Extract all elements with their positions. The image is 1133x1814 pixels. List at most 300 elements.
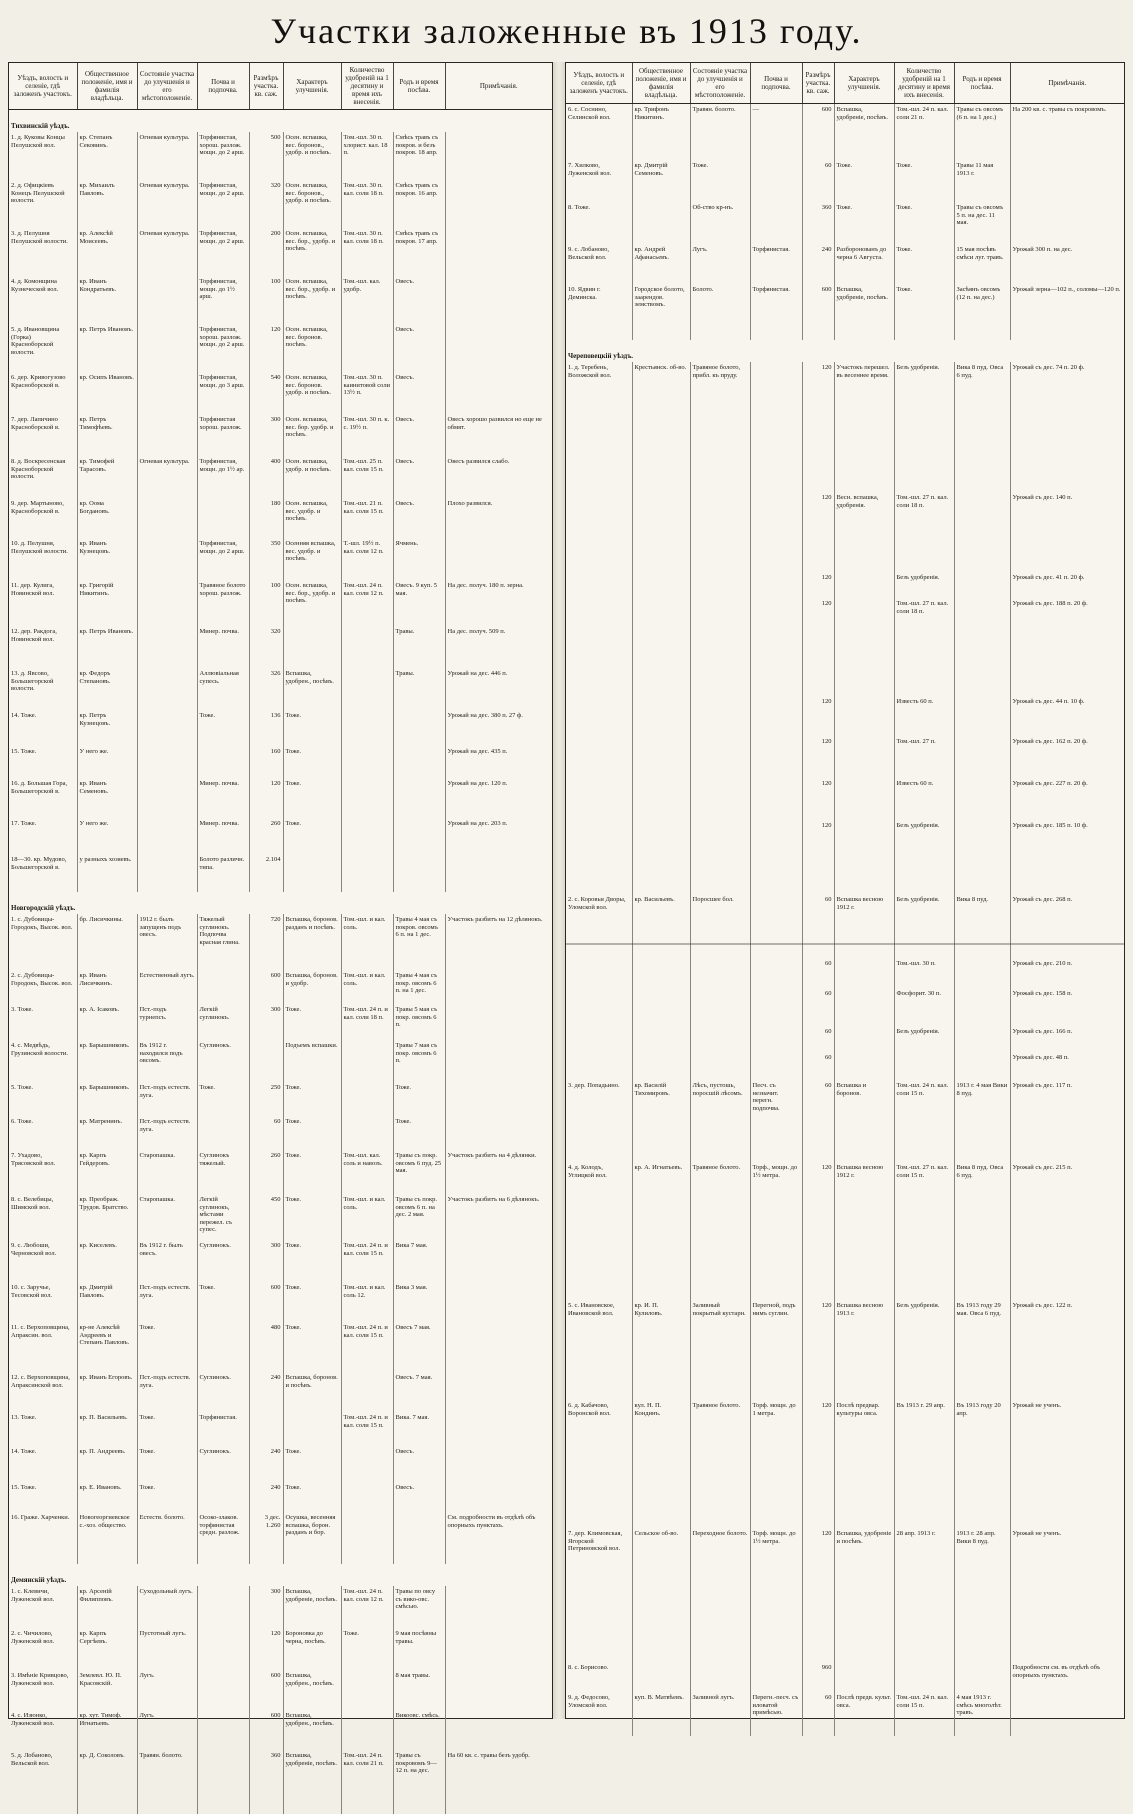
table-cell: 16. д. Большая Гора, Большегорской в. <box>9 778 77 818</box>
table-cell <box>690 778 750 820</box>
table-row <box>9 668 552 710</box>
table-cell: Урожай на дес. 120 п. <box>445 778 552 818</box>
table-row <box>9 1082 552 1116</box>
table-cell: Пустотный лугъ. <box>137 1628 197 1670</box>
table-row <box>566 894 1124 958</box>
table-cell: Овесъ 7 мая. <box>393 1322 445 1372</box>
table-cell: Крестьянск. об-во. <box>632 362 690 492</box>
table-cell <box>954 1052 1010 1080</box>
table-cell: кр. Иванъ Кондратьевъ. <box>77 276 137 324</box>
table-cell: Огневая культура. <box>137 132 197 180</box>
table-row <box>9 1116 552 1150</box>
table-cell: Овесъ. 7 мая. <box>393 1372 445 1412</box>
table-cell: 3. Имѣніе Кривцово, Луженской вол. <box>9 1670 77 1710</box>
table-cell <box>834 1662 894 1692</box>
table-cell <box>393 1512 445 1564</box>
table-cell <box>566 958 632 988</box>
table-row <box>566 160 1124 202</box>
table-cell <box>445 132 552 180</box>
table-cell: 600 <box>802 284 834 340</box>
table-cell: кр. Василій Тихомировъ. <box>632 1080 690 1162</box>
column-header: Почва и подпочва. <box>750 63 802 104</box>
table-cell <box>954 1026 1010 1052</box>
table-cell: кр. Трифонъ Никитинъ. <box>632 104 690 161</box>
table-row <box>566 1052 1124 1080</box>
table-row <box>566 1400 1124 1528</box>
table-cell <box>894 1662 954 1692</box>
table-cell <box>1010 202 1124 244</box>
table-cell: Тоже. <box>283 1150 341 1194</box>
table-cell <box>750 572 802 598</box>
table-cell: Сельское об-во. <box>632 1528 690 1662</box>
table-cell <box>341 626 393 668</box>
table-cell: 260 <box>249 818 283 854</box>
table-cell <box>954 572 1010 598</box>
table-row <box>566 1080 1124 1162</box>
table-cell <box>632 778 690 820</box>
table-cell <box>137 498 197 538</box>
table-cell: 6. д. Кабачово, Воронской вол. <box>566 1400 632 1528</box>
table-cell: 600 <box>802 104 834 161</box>
table-cell <box>566 696 632 736</box>
table-cell: Заливной лугъ. <box>690 1692 750 1736</box>
table-cell: кр. Степанъ Сековинъ. <box>77 132 137 180</box>
table-cell: Засѣянъ овсомъ (12 п. на дес.) <box>954 284 1010 340</box>
table-row <box>9 538 552 580</box>
table-cell: Смѣсь травъ съ покров. 16 апр. <box>393 180 445 228</box>
table-cell: Осен. вспашка, вес. бор., удобр. и посѣвъ. <box>283 228 341 276</box>
plots-table-right <box>566 63 1124 1736</box>
table-cell <box>445 1670 552 1710</box>
table-cell: 136 <box>249 710 283 746</box>
table-cell: кр. П. Андреевъ. <box>77 1446 137 1482</box>
table-cell <box>341 854 393 892</box>
table-row <box>9 1004 552 1040</box>
page-title: Участки заложенные въ 1913 году. <box>0 10 1133 52</box>
table-row <box>9 1750 552 1814</box>
table-cell: 4. д. Комонщина Кузнеческой вол. <box>9 276 77 324</box>
table-cell <box>341 1372 393 1412</box>
table-cell: Том.-шл. 24 п. и кал. соли 15 п. <box>341 1412 393 1446</box>
table-cell: Том.-шл. 27 п. кал. соли 18 п. <box>894 492 954 572</box>
table-cell: Смѣсь травъ съ покров. и безъ покров. 18 апр. <box>393 132 445 180</box>
table-cell: Тоже. <box>283 1082 341 1116</box>
table-cell <box>690 572 750 598</box>
column-header: Состояніе участка до улучшенія и его мѣстоположеніе. <box>137 63 197 110</box>
table-cell: Лѣсъ, пустошь, поросшій лѣсомъ. <box>690 1080 750 1162</box>
table-cell: Травы 7 мая съ покр. овсомъ 6 п. <box>393 1040 445 1082</box>
table-cell: На 200 кв. с. травы съ покровомъ. <box>1010 104 1124 161</box>
table-cell <box>137 818 197 854</box>
table-cell: кр. Алексѣй Моисеевъ. <box>77 228 137 276</box>
table-cell: Известь 60 п. <box>894 696 954 736</box>
table-cell: Безъ удобренія. <box>894 894 954 958</box>
table-cell: кр. Барышниковъ. <box>77 1040 137 1082</box>
table-cell: 4 мая 1913 г. смѣсь многолѣт. травъ. <box>954 1692 1010 1736</box>
table-cell: Торфянистая. <box>197 1412 249 1446</box>
table-cell: Урожай не ученъ. <box>1010 1400 1124 1528</box>
table-cell: 120 <box>802 572 834 598</box>
table-cell: 8. с. Велебицы, Шимской вол. <box>9 1194 77 1240</box>
table-cell: Вспашка, удобреніе и посѣвъ. <box>834 1528 894 1662</box>
table-cell <box>690 988 750 1026</box>
table-cell <box>341 710 393 746</box>
table-cell: 120 <box>249 1628 283 1670</box>
table-cell: Безъ удобренія. <box>894 572 954 598</box>
table-row <box>9 854 552 892</box>
table-cell <box>197 1116 249 1150</box>
table-cell: 180 <box>249 498 283 538</box>
table-cell: Участокъ разбитъ на 12 дѣлянокъ. <box>445 914 552 970</box>
table-cell: Урожай съ дес. 140 п. <box>1010 492 1124 572</box>
table-cell: Суходольный лугъ. <box>137 1586 197 1628</box>
table-cell: 960 <box>802 1662 834 1692</box>
table-cell: Урожай съ дес. 215 п. <box>1010 1162 1124 1300</box>
table-cell: Травы 4 мая съ покров. овсомъ 6 п. на 1 дес. <box>393 914 445 970</box>
table-cell <box>834 1026 894 1052</box>
table-row <box>9 1446 552 1482</box>
table-cell <box>750 1662 802 1692</box>
table-cell: Травяное болото, прибл. къ пруду. <box>690 362 750 492</box>
table-cell <box>894 1052 954 1080</box>
table-cell: 18—30. кр. Мудово, Большегорской в. <box>9 854 77 892</box>
table-cell: 15 мая посѣвъ смѣси луг. травъ. <box>954 244 1010 284</box>
table-row <box>9 456 552 498</box>
table-cell <box>445 854 552 892</box>
table-cell <box>137 580 197 626</box>
table-cell: Заливный покрытый кустарн. <box>690 1300 750 1400</box>
table-cell: Урожай на дес. 446 п. <box>445 668 552 710</box>
table-row <box>9 1194 552 1240</box>
table-cell: Вика. 7 мая. <box>393 1412 445 1446</box>
table-cell <box>137 626 197 668</box>
table-cell: Участокъ разбитъ на 4 дѣлянки. <box>445 1150 552 1194</box>
table-cell: Тоже. <box>137 1446 197 1482</box>
table-cell: 500 <box>249 132 283 180</box>
table-cell: Вспашка, удобреніе, посѣвъ. <box>834 104 894 161</box>
table-cell: 5. д. Лобаново, Вельской вол. <box>9 1750 77 1814</box>
table-cell: 2.104 <box>249 854 283 892</box>
table-cell: Естеств. болото. <box>137 1512 197 1564</box>
table-cell <box>341 778 393 818</box>
table-row <box>9 710 552 746</box>
table-cell <box>750 958 802 988</box>
table-cell: Овесъ. <box>393 372 445 414</box>
table-cell <box>341 1710 393 1750</box>
table-row <box>566 1162 1124 1300</box>
table-cell: Том.-шл. и кал. соль. <box>341 1194 393 1240</box>
table-cell: Травы по овсу съ вико-овс. смѣсью. <box>393 1586 445 1628</box>
table-cell: Минер. почва. <box>197 818 249 854</box>
table-cell: Тоже. <box>393 1116 445 1150</box>
table-cell <box>197 1670 249 1710</box>
table-cell <box>445 372 552 414</box>
table-cell: кр. Федоръ Степановъ. <box>77 668 137 710</box>
table-cell: Травы. <box>393 626 445 668</box>
table-cell: Участокъ разбитъ на 6 дѣлянокъ. <box>445 1194 552 1240</box>
table-cell <box>393 818 445 854</box>
table-cell: Суглинокъ. <box>197 1240 249 1282</box>
column-header: Уѣздъ, волость и селеніе, гдѣ заложенъ участокъ. <box>566 63 632 104</box>
table-cell: Том.-шл. 27 п. кал. соли 15 п. <box>894 1162 954 1300</box>
table-cell: Тоже. <box>283 1240 341 1282</box>
table-cell: Травы съ покр. овсомъ 6 п. на дес. 2 мая. <box>393 1194 445 1240</box>
table-cell: 1. д. Куковы Концы Пелушской вол. <box>9 132 77 180</box>
table-cell: 17. Тоже. <box>9 818 77 854</box>
table-cell: Вспашка, боронов. и удобр. <box>283 970 341 1004</box>
table-cell: Травяное болото. <box>690 1400 750 1528</box>
table-cell: кр. Михаилъ Павловъ. <box>77 180 137 228</box>
table-cell <box>690 1662 750 1692</box>
table-row <box>566 1692 1124 1736</box>
table-cell: На 60 кв. с. травы безъ удобр. <box>445 1750 552 1814</box>
table-cell <box>445 1116 552 1150</box>
table-cell: 120 <box>802 598 834 696</box>
table-row <box>9 1482 552 1512</box>
table-cell: Тоже. <box>393 1082 445 1116</box>
table-row <box>9 746 552 778</box>
table-row <box>566 1026 1124 1052</box>
table-row <box>566 598 1124 696</box>
table-cell: Минер. почва. <box>197 626 249 668</box>
table-cell <box>137 414 197 456</box>
table-cell: 600 <box>249 1710 283 1750</box>
table-cell: Вспашка весною 1912 г. <box>834 1162 894 1300</box>
table-cell: 120 <box>802 1300 834 1400</box>
table-cell: 28 апр. 1913 г. <box>894 1528 954 1662</box>
table-cell: 9. д. Федосово, Уломской вол. <box>566 1692 632 1736</box>
table-cell: Овесъ хорошо развился но еще не обмят. <box>445 414 552 456</box>
table-cell: кр. хут. Тимоф. Игнатьевъ. <box>77 1710 137 1750</box>
table-cell: куп. В. Матвѣевъ. <box>632 1692 690 1736</box>
table-cell <box>445 180 552 228</box>
table-cell: 540 <box>249 372 283 414</box>
table-cell <box>566 1026 632 1052</box>
table-cell: Урожай не ученъ. <box>1010 1528 1124 1662</box>
table-cell: 6. дер. Кривогузово Красноборской в. <box>9 372 77 414</box>
table-cell <box>445 276 552 324</box>
table-cell: Т.-шл. 19½ п. кал. соли 12 п. <box>341 538 393 580</box>
table-cell <box>445 1040 552 1082</box>
table-cell: Тоже. <box>894 160 954 202</box>
table-cell: кр. Григорій Никитинъ. <box>77 580 137 626</box>
table-cell: Урожай на дес. 435 п. <box>445 746 552 778</box>
table-cell <box>750 492 802 572</box>
left-sheet <box>8 62 553 1719</box>
table-cell: кул. Н. П. Кондинъ. <box>632 1400 690 1528</box>
table-cell <box>690 820 750 894</box>
table-cell: Тоже. <box>137 1412 197 1446</box>
table-cell: Осен. вспашка, вес. боронов., удобр. и посѣвъ. <box>283 180 341 228</box>
table-row <box>9 818 552 854</box>
table-cell <box>750 988 802 1026</box>
table-cell: 8. д. Воскресенская Красноборской волости. <box>9 456 77 498</box>
table-cell <box>834 958 894 988</box>
table-header <box>566 63 1124 104</box>
table-cell: Безъ удобренія. <box>894 1300 954 1400</box>
table-cell <box>750 894 802 958</box>
table-cell: Болото. <box>690 284 750 340</box>
table-cell: кр. Оома Богдановъ. <box>77 498 137 538</box>
table-cell <box>137 778 197 818</box>
table-cell: Торфянистая, мощн. до 2 арш. <box>197 228 249 276</box>
table-cell: — <box>750 104 802 161</box>
table-cell: 120 <box>802 1528 834 1662</box>
table-cell: Осен. вспашка, вес. бор. удобр. и посѣвъ. <box>283 414 341 456</box>
table-cell: Том.-шл. 24 п. и кал. соли 15 п. <box>341 1240 393 1282</box>
page-seam <box>553 62 565 1719</box>
table-cell: 2. с. Чичилово, Луженской вол. <box>9 1628 77 1670</box>
table-cell: Тоже. <box>283 1446 341 1482</box>
table-cell: Торфянистая. <box>750 244 802 284</box>
table-cell: Травяное болото. <box>690 1162 750 1300</box>
table-cell <box>197 1322 249 1372</box>
table-row <box>566 362 1124 492</box>
table-cell: кр. Петръ Тимофѣевъ. <box>77 414 137 456</box>
table-cell: 8. Тоже. <box>566 202 632 244</box>
table-cell: кр. Васильевъ. <box>632 894 690 958</box>
table-cell: 1. с. Клевичи, Луженской вол. <box>9 1586 77 1628</box>
table-cell: Урожай съ дес. 41 п. 20 ф. <box>1010 572 1124 598</box>
table-cell: Осоко-злаков. торфянистая средн. разлож. <box>197 1512 249 1564</box>
table-cell: Урожай зерна—102 п., соломы—120 п. <box>1010 284 1124 340</box>
table-cell: кр. Д. Соколовъ. <box>77 1750 137 1814</box>
table-cell: 1. д. Теребень, Воложской вол. <box>566 362 632 492</box>
table-cell: Урожай съ дес. 48 п. <box>1010 1052 1124 1080</box>
table-cell: Суглинокъ тяжелый. <box>197 1150 249 1194</box>
table-cell: Въ 1913 году 29 мая. Овса 6 пуд. <box>954 1300 1010 1400</box>
table-cell: 250 <box>249 1082 283 1116</box>
table-cell <box>750 362 802 492</box>
table-cell: Том.-шл. 30 п. каинитовой соли 13½ п. <box>341 372 393 414</box>
table-cell <box>690 492 750 572</box>
table-cell <box>834 778 894 820</box>
table-cell: Вспашка, удобреніе, посѣвъ. <box>283 1750 341 1814</box>
table-cell: 360 <box>249 1750 283 1814</box>
table-cell <box>197 746 249 778</box>
table-cell: 15. Тоже. <box>9 746 77 778</box>
column-header: Характеръ улучшенія. <box>834 63 894 104</box>
table-cell: 7. дер. Климовская, Ягорской Петриновской вол. <box>566 1528 632 1662</box>
table-cell: Торфянистая хорош. разлож. <box>197 414 249 456</box>
table-cell: Овесъ. 9 куп. 5 мая. <box>393 580 445 626</box>
table-row <box>9 1512 552 1564</box>
table-row <box>9 1628 552 1670</box>
table-row <box>9 1150 552 1194</box>
table-cell: Перегн.-песч. съ иловатой примѣсью. <box>750 1692 802 1736</box>
column-header: Почва и подпочва. <box>197 63 249 110</box>
table-cell: Овесъ. <box>393 414 445 456</box>
table-cell: 3 дес. 1.260 <box>249 1512 283 1564</box>
table-cell: Урожай съ дес. 158 п. <box>1010 988 1124 1026</box>
table-cell: 450 <box>249 1194 283 1240</box>
table-row <box>9 580 552 626</box>
right-sheet <box>565 62 1125 1719</box>
table-cell: кр. И. П. Кулиловъ. <box>632 1300 690 1400</box>
table-cell: Торфянистая, хорош. разлож. мощн. до 2 арш. <box>197 324 249 372</box>
table-cell <box>445 1586 552 1628</box>
table-cell <box>750 160 802 202</box>
district-heading: Тихвинскій уѣздъ. <box>9 110 552 133</box>
table-cell: Урожай съ дес. 227 п. 20 ф. <box>1010 778 1124 820</box>
table-cell <box>834 1052 894 1080</box>
table-cell: Том.-шл. 24 п. и кал. соли 15 п. <box>341 1322 393 1372</box>
table-cell: Городское болото, заарендов. земствомъ. <box>632 284 690 340</box>
table-cell: 120 <box>802 1162 834 1300</box>
table-cell: кр. Иванъ Егоровъ. <box>77 1372 137 1412</box>
table-row <box>566 572 1124 598</box>
table-cell: Травян. болото. <box>137 1750 197 1814</box>
table-row <box>9 414 552 456</box>
table-cell <box>750 778 802 820</box>
table-cell: Переходное болото. <box>690 1528 750 1662</box>
table-cell: Овесъ развился слабо. <box>445 456 552 498</box>
table-cell: Урожай съ дес. 166 п. <box>1010 1026 1124 1052</box>
table-cell: 15. Тоже. <box>9 1482 77 1512</box>
table-cell <box>632 572 690 598</box>
table-cell: 4. с. Изюнко, Луженской вол. <box>9 1710 77 1750</box>
table-cell: Осен. вспашка, удобр. и посѣвъ. <box>283 456 341 498</box>
table-cell <box>954 988 1010 1026</box>
table-row <box>9 1040 552 1082</box>
table-cell: Торфянистая, мощн. до 3 арш. <box>197 372 249 414</box>
table-cell: Урожай съ дес. 162 п. 20 ф. <box>1010 736 1124 778</box>
table-cell: Урожай съ дес. 268 п. <box>1010 894 1124 958</box>
plots-table-left <box>9 63 552 1814</box>
table-cell <box>750 1026 802 1052</box>
table-cell: Том.-шл. 30 п. <box>894 958 954 988</box>
table-cell: Послѣ предв. культ. овса. <box>834 1692 894 1736</box>
table-cell: Торфянистая, хорош. разлож. мощн. до 2 арш. <box>197 132 249 180</box>
table-cell: Урожай съ дес. 122 п. <box>1010 1300 1124 1400</box>
table-cell: 300 <box>249 1240 283 1282</box>
table-row <box>9 1240 552 1282</box>
table-row <box>566 104 1124 161</box>
table-cell: Минер. почва. <box>197 778 249 818</box>
table-cell: Вика 3 мая. <box>393 1282 445 1322</box>
table-cell: 120 <box>802 492 834 572</box>
table-row <box>9 498 552 538</box>
table-cell <box>137 746 197 778</box>
table-cell: кр. Тимофей Тарасовъ. <box>77 456 137 498</box>
table-cell: Тоже. <box>834 160 894 202</box>
table-cell: Травы 4 мая съ покр. овсомъ 6 п. на 1 дес. <box>393 970 445 1004</box>
table-cell: Пст.-подъ естеств. луга. <box>137 1282 197 1322</box>
table-cell <box>197 1628 249 1670</box>
table-cell: На дес. получ. 509 п. <box>445 626 552 668</box>
table-cell: Плохо развился. <box>445 498 552 538</box>
table-cell: Болото различн. типа. <box>197 854 249 892</box>
table-cell: 400 <box>249 456 283 498</box>
table-cell: 10. Ядвин г. Деминска. <box>566 284 632 340</box>
table-cell: 5. д. Ивановщина (Горка) Красноборской волости. <box>9 324 77 372</box>
table-cell <box>566 1052 632 1080</box>
table-cell <box>445 324 552 372</box>
table-row <box>9 132 552 180</box>
table-cell: 720 <box>249 914 283 970</box>
table-cell <box>445 538 552 580</box>
table-cell <box>393 746 445 778</box>
table-cell: кр. Петръ Ивановъ. <box>77 626 137 668</box>
table-cell: Осен. вспашка, вес. боронов. посѣвъ. <box>283 324 341 372</box>
table-cell: 120 <box>249 778 283 818</box>
district-heading-row <box>566 340 1124 362</box>
table-cell <box>750 696 802 736</box>
table-cell <box>445 1482 552 1512</box>
table-cell: Ячмень. <box>393 538 445 580</box>
table-cell: Вспашка весною 1912 г. <box>834 894 894 958</box>
table-cell: Урожай на дес. 380 п. 27 ф. <box>445 710 552 746</box>
